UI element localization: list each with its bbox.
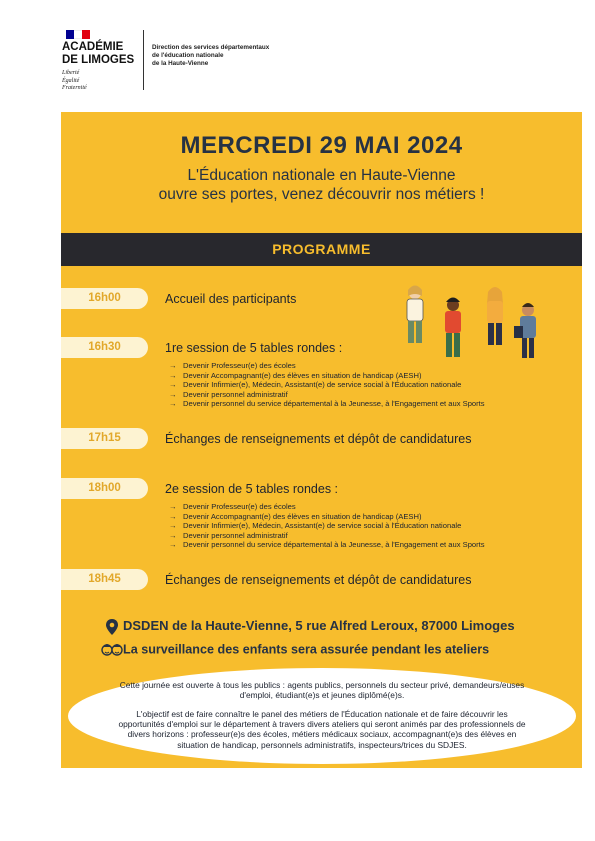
programme-band — [61, 233, 582, 266]
page-header — [0, 0, 595, 100]
arrow-icon: → — [169, 521, 177, 531]
location-line — [101, 618, 515, 635]
list-item — [169, 521, 485, 531]
list-item-text: Devenir Professeur(e) des écoles — [183, 502, 296, 511]
list-item-text: Devenir personnel administratif — [183, 389, 288, 399]
list-item — [169, 502, 485, 512]
direction-label — [152, 44, 302, 68]
list-item — [169, 399, 485, 409]
motto-egalite: Égalité — [62, 77, 80, 84]
time-17h15: 17h15 — [61, 428, 148, 449]
list-item-text: Devenir personnel administratif — [183, 530, 288, 540]
arrow-icon: → — [169, 540, 177, 550]
academy-line-2: DE LIMOGES — [62, 54, 135, 66]
event-title-16h30: 1re session de 5 tables rondes : — [165, 341, 343, 355]
info-paragraph-2: L'objectif est de faire connaître le panel des métiers de l'Éducation nationale et de faire découvrir les opportunités d'emploi sur le département à travers divers ateliers qui seront animés par des professionnels de divers horizons : professeur(e)s des écoles, métiers médicaux sociaux, accompagnant(e)s des élèves en situation de handicap, personnels administratifs, inspecteurs/trices du SDJES. — [118, 709, 526, 750]
direction-line-2: de l'éducation nationale — [152, 52, 224, 59]
list-item — [169, 380, 485, 390]
staff-illustration — [373, 282, 543, 364]
list-item-text: Devenir personnel du service départemental à la Jeunesse, à l'Engagement et aux Sports — [183, 399, 485, 409]
motto-fraternite: Fraternité — [62, 85, 87, 91]
list-item — [169, 512, 485, 522]
arrow-icon: → — [169, 370, 177, 380]
time-16h00: 16h00 — [61, 288, 148, 309]
event-title-16h00: Accueil des participants — [165, 292, 297, 306]
list-item — [169, 540, 485, 550]
time-18h45: 18h45 — [61, 569, 148, 590]
list-item-text: Devenir Infirmier(e), Médecin, Assistant(e) de service social à l'Éducation nationale — [183, 380, 462, 390]
session-1-list — [169, 361, 485, 409]
academy-name — [62, 41, 134, 67]
event-title-17h15: Échanges de renseignements et dépôt de candidatures — [165, 432, 472, 446]
republic-motto — [62, 70, 87, 93]
event-title-18h45: Échanges de renseignements et dépôt de candidatures — [165, 573, 472, 587]
list-item-text: Devenir Accompagnant(e) des élèves en situation de handicap (AESH) — [183, 511, 422, 521]
arrow-icon: → — [169, 380, 177, 390]
event-poster — [61, 112, 582, 768]
session-2-list — [169, 502, 485, 550]
childcare-text: La surveillance des enfants sera assurée pendant les ateliers — [123, 642, 490, 657]
republic-flag-logo — [66, 30, 90, 39]
event-date: MERCREDI 29 MAI 2024 — [180, 132, 463, 159]
arrow-icon: → — [169, 361, 177, 370]
subtitle-line-1: L'Éducation nationale en Haute-Vienne — [187, 167, 456, 184]
arrow-icon: → — [169, 399, 177, 409]
list-item-text: Devenir Professeur(e) des écoles — [183, 361, 296, 370]
location-text: DSDEN de la Haute-Vienne, 5 rue Alfred Leroux, 87000 Limoges — [123, 618, 515, 633]
header-divider — [143, 30, 144, 90]
subtitle-line-2: ouvre ses portes, venez découvrir nos métiers ! — [158, 186, 485, 203]
arrow-icon: → — [169, 389, 177, 399]
list-item-text: Devenir Infirmier(e), Médecin, Assistant(e) de service social à l'Éducation nationale — [183, 521, 462, 531]
time-18h00: 18h00 — [61, 478, 148, 499]
list-item-text: Devenir Accompagnant(e) des élèves en situation de handicap (AESH) — [183, 370, 422, 380]
list-item — [169, 531, 485, 541]
arrow-icon: → — [169, 511, 177, 521]
event-title-18h00: 2e session de 5 tables rondes : — [165, 482, 339, 496]
arrow-icon: → — [169, 502, 177, 511]
event-subtitle — [61, 166, 582, 204]
list-item-text: Devenir personnel du service départemental à la Jeunesse, à l'Engagement et aux Sports — [183, 540, 485, 550]
direction-line-1: Direction des services départementaux — [152, 44, 270, 51]
childcare-line — [101, 642, 489, 658]
map-pin-icon — [101, 619, 123, 635]
time-16h30: 16h30 — [61, 337, 148, 358]
children-icon — [101, 642, 123, 658]
info-paragraph-1: Cette journée est ouverte à tous les publics : agents publics, personnels du secteur privé, demandeurs/euses d'emploi, étudiant(e)s et jeunes diplômé(e)s. — [119, 680, 525, 701]
list-item — [169, 361, 485, 371]
programme-label: PROGRAMME — [272, 241, 371, 257]
list-item — [169, 371, 485, 381]
motto-liberte: Liberté — [62, 70, 80, 76]
list-item — [169, 390, 485, 400]
arrow-icon: → — [169, 530, 177, 540]
direction-line-3: de la Haute-Vienne — [152, 60, 209, 67]
academy-line-1: ACADÉMIE — [62, 41, 124, 53]
